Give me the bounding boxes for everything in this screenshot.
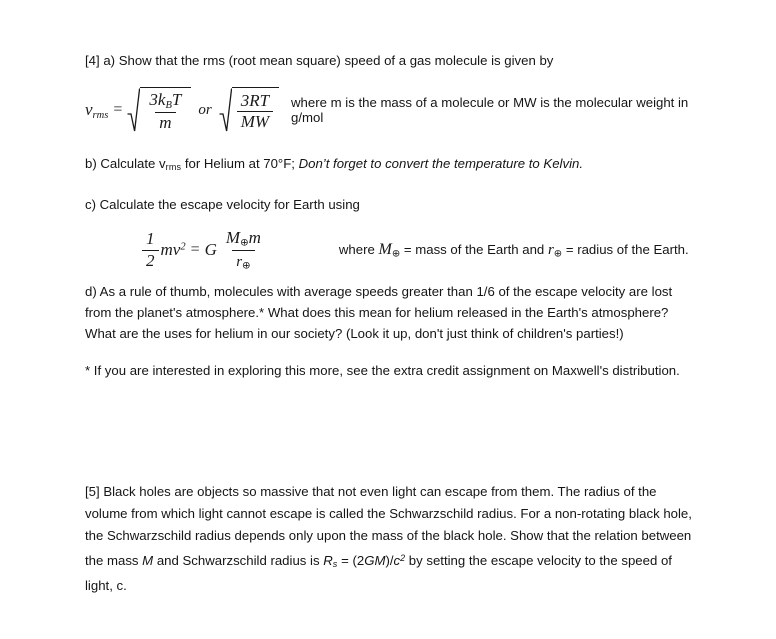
- part-b-italic-note: Don’t forget to convert the temperature to Kelvin.: [298, 156, 584, 171]
- sqrt-rt-over-mw: [219, 87, 279, 133]
- problem-5-line-3: the Schwarzschild radius depends only upon the mass of the black hole. Show that the relation between: [85, 528, 692, 544]
- footnote-maxwell-distribution: * If you are interested in exploring this more, see the extra credit assignment on Maxwell's distribution.: [85, 363, 680, 379]
- earth-symbol-icon-1: ⊕: [240, 237, 249, 249]
- escape-velocity-equation: [85, 229, 710, 271]
- earth-symbol-icon-2: ⊕: [242, 260, 251, 272]
- part-d-line-3: What are the uses for helium in our society? (Look it up, don't just think of children's parties!): [85, 326, 624, 342]
- fraction-numerator-2: 3RT: [240, 90, 270, 110]
- part-d-line-2: from the planet's atmosphere.* What does this mean for helium released in the Earth's atmosphere?: [85, 305, 669, 321]
- problem-4-part-b: [85, 153, 710, 178]
- gravitational-constant: G: [204, 240, 217, 260]
- schwarzschild-radius-symbol: R: [323, 553, 333, 569]
- gravity-numerator: M⊕m: [225, 227, 261, 249]
- spacer-3: [85, 344, 710, 360]
- or-connector: or: [198, 101, 212, 118]
- problem-4-part-a: [85, 50, 710, 133]
- part-a-prompt: [4] a) Show that the rms (root mean square) speed of a gas molecule is given by: [85, 53, 554, 68]
- problem-4-part-c-prompt: c) Calculate the escape velocity for Earth using: [85, 196, 360, 212]
- radicand-2: [232, 87, 279, 133]
- fraction-numerator-1: 3kBT: [149, 89, 182, 111]
- fraction-denominator-1: m: [155, 112, 175, 132]
- part-b-prefix: b) Calculate v: [85, 156, 166, 171]
- gravity-denominator: r⊕: [232, 250, 254, 272]
- part-b-middle: for Helium at 70°F;: [181, 156, 299, 171]
- equals-sign-2: =: [190, 241, 200, 259]
- radicand-1: [140, 87, 191, 133]
- part-d-line-1: d) As a rule of thumb, molecules with average speeds greater than 1/6 of the escape velocity are lost: [85, 284, 673, 300]
- radical-sign-icon-2: [219, 87, 232, 133]
- part-b-subscript: rms: [165, 161, 182, 172]
- mass-symbol: M: [142, 553, 154, 569]
- fraction-denominator-2: MW: [237, 111, 273, 131]
- speed-of-light-symbol: c: [393, 553, 401, 569]
- equation-lhs: vrms: [85, 99, 109, 121]
- earth-symbol-icon-3: ⊕: [391, 248, 401, 260]
- spacer-2: [85, 178, 710, 194]
- half-denominator: 2: [142, 250, 159, 270]
- sqrt-kbt-over-m: [127, 87, 191, 133]
- gm-term: GM: [364, 553, 386, 569]
- part-c-where-note: where M⊕ = mass of the Earth and r⊕ = radius of the Earth.: [338, 240, 689, 260]
- half-numerator: 1: [146, 229, 155, 249]
- part-a-where-note: where m is the mass of a molecule or MW is the molecular weight in g/mol: [291, 95, 689, 125]
- problem-5-line-4: the mass M and Schwarzschild radius is $R_s = (2GM)/c^2$ by setting the escape velocity to the speed of: [85, 553, 672, 570]
- document-body: [85, 50, 710, 597]
- spacer-section-break: [85, 381, 710, 481]
- radical-sign-icon: [127, 87, 140, 133]
- problem-5-line-5: light, c.: [85, 578, 127, 594]
- earth-symbol-icon-4: ⊕: [553, 248, 563, 260]
- spacer-1: [85, 139, 710, 153]
- problem-5-line-2: volume from which light cannot escape is called the Schwarzschild radius. For a non-rotating black hole,: [85, 506, 692, 522]
- equals-sign-1: =: [113, 101, 123, 118]
- rms-speed-equation: [85, 87, 710, 133]
- problem-5-line-1: [5] Black holes are objects so massive that not even light can escape from them. The radius of the: [85, 484, 657, 500]
- problem-4-part-d: [85, 281, 710, 344]
- problem-5: [85, 481, 710, 597]
- mv-squared: $mv^2$: [160, 240, 186, 260]
